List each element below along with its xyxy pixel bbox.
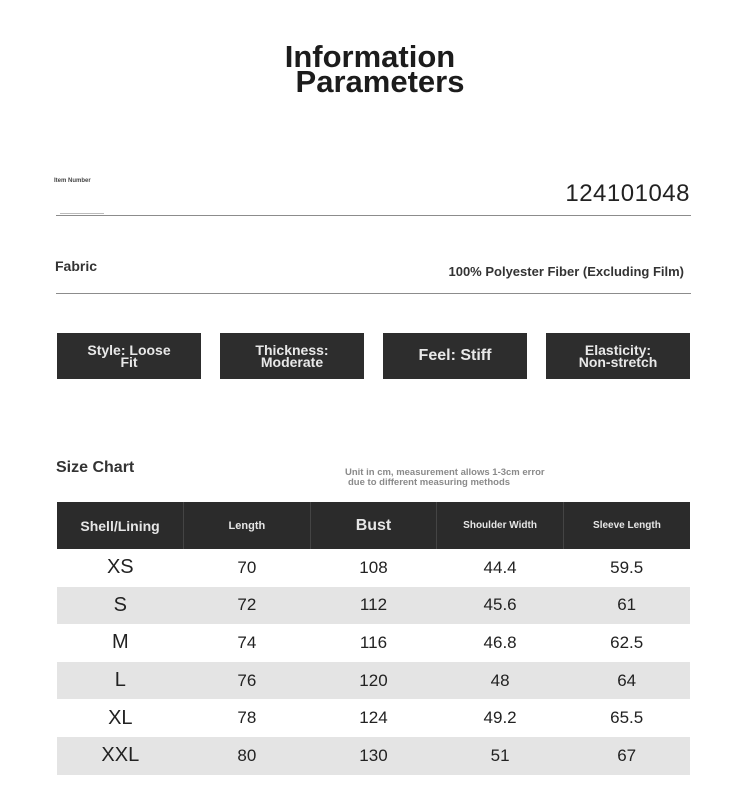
- header-bust: Bust: [310, 502, 437, 549]
- header-length: Length: [184, 502, 311, 549]
- table-header-row: [57, 502, 690, 549]
- cell-shoulder-width: 46.8: [483, 632, 517, 652]
- cell-sleeve-length: 67: [563, 737, 690, 775]
- item-label-underline: [60, 213, 104, 214]
- title-line-2: Parameters: [295, 64, 465, 99]
- attribute-style: [57, 333, 201, 379]
- item-number-value: 124101048: [565, 180, 690, 207]
- cell-bust: 130: [310, 737, 437, 775]
- page-title: [0, 39, 750, 99]
- attribute-thickness-line1: Thickness:: [255, 342, 329, 358]
- attribute-thickness: [220, 333, 364, 379]
- cell-shoulder-width: 49.2: [483, 708, 517, 728]
- cell-bust: 108: [359, 557, 388, 577]
- table-row: [57, 737, 690, 775]
- attribute-thickness-line2: Moderate: [260, 354, 324, 370]
- cell-bust: 112: [310, 587, 437, 625]
- cell-length: 72: [184, 587, 311, 625]
- cell-length: 76: [184, 662, 311, 700]
- cell-shoulder-width: 48: [437, 662, 564, 700]
- cell-size: XXL: [57, 737, 184, 775]
- table-row: [57, 699, 690, 737]
- attribute-feel-line1: Feel: Stiff: [418, 347, 492, 364]
- table-row: [57, 549, 690, 587]
- header-shoulder-width: Shoulder Width: [437, 502, 564, 549]
- size-chart-note: [345, 468, 545, 488]
- cell-size: S: [57, 587, 184, 625]
- cell-length: 70: [237, 557, 257, 577]
- cell-size: XL: [108, 706, 133, 729]
- table-row: [57, 662, 690, 700]
- cell-shoulder-width: 51: [437, 737, 564, 775]
- header-sleeve-length: Sleeve Length: [563, 502, 690, 549]
- cell-size: XS: [106, 556, 134, 579]
- fabric-label: Fabric: [55, 258, 98, 274]
- cell-length: 80: [184, 737, 311, 775]
- item-number-label: Item Number: [54, 178, 91, 184]
- title-line-1: Information: [284, 39, 456, 74]
- size-chart-table: [57, 502, 690, 775]
- header-shell-lining: Shell/Lining: [57, 502, 184, 549]
- divider-item: [56, 215, 691, 216]
- size-chart-note-line1: Unit in cm, measurement allows 1-3cm error: [345, 467, 545, 478]
- cell-sleeve-length: 62.5: [610, 632, 644, 652]
- cell-shoulder-width: 44.4: [483, 557, 517, 577]
- attribute-elasticity-line1: Elasticity:: [584, 342, 652, 358]
- cell-sleeve-length: 65.5: [610, 708, 644, 728]
- cell-length: 78: [237, 708, 257, 728]
- cell-sleeve-length: 61: [563, 587, 690, 625]
- fabric-value: 100% Polyester Fiber (Excluding Film): [448, 264, 684, 279]
- cell-size: L: [57, 662, 184, 700]
- attribute-elasticity-line2: Non-stretch: [578, 354, 658, 370]
- attribute-style-line1: Style: Loose: [87, 342, 171, 358]
- cell-sleeve-length: 59.5: [610, 557, 644, 577]
- cell-length: 74: [237, 632, 257, 652]
- table-row: [57, 624, 690, 662]
- cell-bust: 116: [359, 632, 388, 652]
- attribute-style-line2: Fit: [120, 354, 138, 370]
- cell-size: M: [111, 631, 129, 654]
- size-chart-note-line2: due to different measuring methods: [348, 477, 511, 488]
- cell-bust: 124: [359, 708, 388, 728]
- attribute-feel: [383, 333, 527, 379]
- size-chart-title: Size Chart: [56, 459, 135, 476]
- cell-sleeve-length: 64: [563, 662, 690, 700]
- cell-bust: 120: [310, 662, 437, 700]
- attribute-elasticity: [546, 333, 690, 379]
- divider-fabric: [56, 293, 691, 294]
- cell-shoulder-width: 45.6: [437, 587, 564, 625]
- table-row: [57, 587, 690, 625]
